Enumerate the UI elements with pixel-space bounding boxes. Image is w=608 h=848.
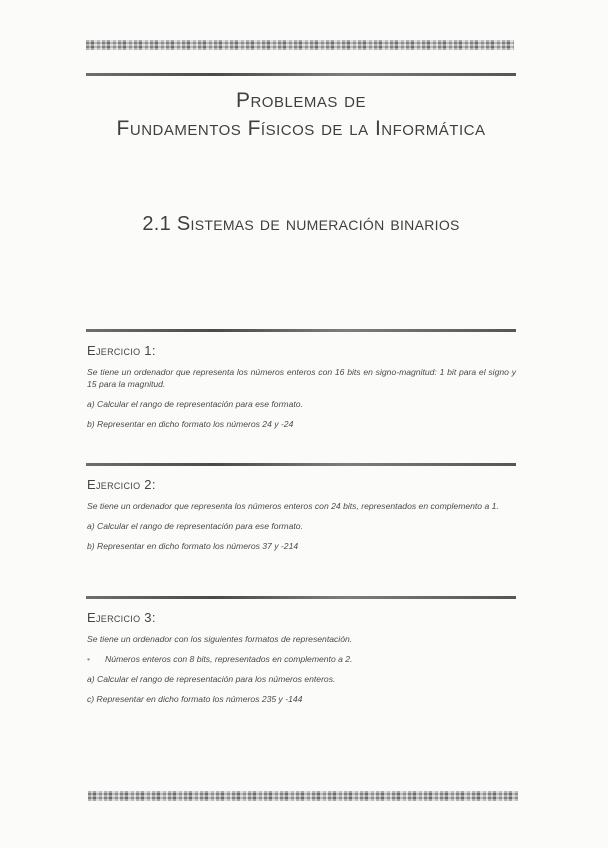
exercise-part-a: a) Calcular el rango de representación para ese formato. [87,399,303,409]
exercise-rule [86,596,516,599]
document-title-line2: Fundamentos Físicos de la Informática [116,117,486,140]
bullet-text: Números enteros con 8 bits, representados en complemento a 2. [105,654,353,664]
exercise-heading: Ejercicio 3: [87,610,156,625]
exercise-2 [86,463,516,560]
scan-noise-band-top [86,40,514,50]
exercise-heading: Ejercicio 1: [87,343,156,358]
bullet-icon: • [87,654,91,664]
exercise-3 [86,596,516,713]
exercise-part-c: c) Representar en dicho formato los números 235 y -144 [87,694,303,704]
exercise-part-b: b) Representar en dicho formato los números 37 y -214 [87,541,299,551]
exercise-heading: Ejercicio 2: [87,477,156,492]
scan-noise-band-bottom [88,791,518,801]
exercise-rule [86,329,516,332]
exercise-statement: Se tiene un ordenador que representa los números enteros con 16 bits en signo-magnitud: 1 bit para el signo y 15 para la magnitud. [87,367,516,389]
exercise-statement: Se tiene un ordenador que representa los números enteros con 24 bits, representados en complemento a 1. [87,501,499,511]
exercise-bullet-item [87,653,516,665]
exercise-part-b: b) Representar en dicho formato los números 24 y -24 [87,419,294,429]
chapter-title: 2.1 Sistemas de numeración binarios [142,213,460,235]
exercise-part-a: a) Calcular el rango de representación para los números enteros. [87,674,336,684]
header-rule [86,73,516,76]
exercise-statement: Se tiene un ordenador con los siguientes formatos de representación. [87,634,353,644]
document-title-line1: Problemas de [235,89,367,112]
exercise-1 [86,329,516,438]
exercise-part-a: a) Calcular el rango de representación para ese formato. [87,521,303,531]
exercise-rule [86,463,516,466]
